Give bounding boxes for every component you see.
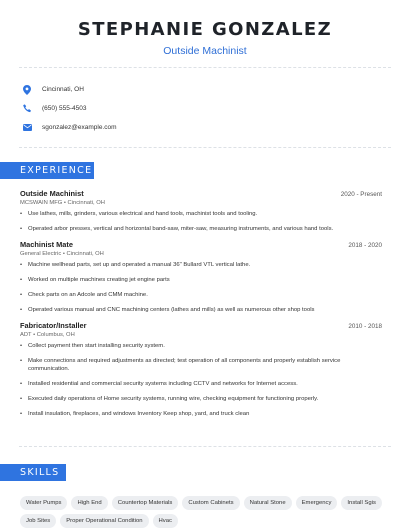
job-entry <box>20 240 382 314</box>
skill-tag: Water Pumps <box>20 496 67 510</box>
job-bullet <box>20 225 382 233</box>
skill-tag: Emergency <box>296 496 338 510</box>
skill-tag: Hvac <box>153 514 178 528</box>
job-company-location: MCSWAIN MFG • Cincinnati, OH <box>20 200 105 206</box>
email-text[interactable]: sgonzalez@example.com <box>42 124 117 131</box>
experience-heading-text: EXPERIENCE <box>20 165 93 176</box>
bullet-dot-icon: • <box>20 262 23 268</box>
job-title: Fabricator/Installer <box>20 321 87 330</box>
bullet-text: Use lathes, mills, grinders, various electrical and hand tools, machinist tools and tooling. <box>28 211 258 217</box>
job-title: Machinist Mate <box>20 240 73 249</box>
bullet-dot-icon: • <box>20 292 23 298</box>
job-company-location: ADT • Columbus, OH <box>20 332 75 338</box>
job-bullet <box>20 276 382 284</box>
skill-tag: Natural Stone <box>244 496 292 510</box>
job-bullet <box>20 395 382 403</box>
bullet-text: Machine wellhead parts, set up and operated a manual 36" Bullard VTL vertical lathe. <box>28 262 251 268</box>
bullet-text: Worked on multiple machines creating jet engine parts <box>28 277 170 283</box>
job-bullet <box>20 291 382 299</box>
bullet-text: Make connections and required adjustments as directed; test operation of all components and properly establish service communication. <box>28 358 341 372</box>
job-title: Outside Machinist <box>20 189 84 198</box>
candidate-title: Outside Machinist <box>163 45 247 57</box>
bullet-dot-icon: • <box>20 343 23 349</box>
bullet-text: Check parts on an Adcole and CMM machine. <box>28 292 148 298</box>
bullet-dot-icon: • <box>20 411 23 417</box>
location-text: Cincinnati, OH <box>42 86 84 93</box>
job-header <box>20 321 382 330</box>
contact-divider <box>19 147 391 148</box>
job-bullet <box>20 357 382 373</box>
bullet-dot-icon: • <box>20 277 23 283</box>
contact-location <box>22 80 117 99</box>
bullet-dot-icon: • <box>20 396 23 402</box>
bullet-dot-icon: • <box>20 226 23 232</box>
bullet-text: Installed residential and commercial security systems including CCTV and networks for Internet access. <box>28 381 298 387</box>
skill-tag: Proper Operational Condition <box>60 514 148 528</box>
location-pin-icon <box>22 85 32 95</box>
bullet-text: Operated arbor presses, vertical and horizontal band-saw, miter-saw, measuring instruments, and various hand tools. <box>28 226 334 232</box>
job-entry <box>20 189 382 233</box>
skill-tag: Job Sites <box>20 514 56 528</box>
bullet-dot-icon: • <box>20 381 23 387</box>
skill-tag: High End <box>71 496 107 510</box>
job-dates: 2010 - 2018 <box>348 323 382 330</box>
experience-list <box>20 189 382 425</box>
experience-section-heading <box>0 162 94 179</box>
bullet-dot-icon: • <box>20 307 23 313</box>
skill-tag: Install Sgis <box>341 496 381 510</box>
skills-heading-text: SKILLS <box>20 467 60 478</box>
job-bullet <box>20 261 382 269</box>
bullet-text: Executed daily operations of Home security systems, running wire, checking equipment for functioning properly. <box>28 396 319 402</box>
job-header <box>20 240 382 249</box>
job-bullets <box>20 261 382 314</box>
phone-text: (650) 555-4503 <box>42 105 87 112</box>
bullet-text: Collect payment then start installing security system. <box>28 343 165 349</box>
job-dates: 2020 - Present <box>340 191 382 198</box>
job-bullet <box>20 306 382 314</box>
job-entry <box>20 321 382 418</box>
job-header <box>20 189 382 198</box>
job-company-location: General Electric • Cincinnati, OH <box>20 251 104 257</box>
phone-icon <box>22 104 32 114</box>
skill-tag: Custom Cabinets <box>182 496 239 510</box>
job-dates: 2018 - 2020 <box>348 242 382 249</box>
skill-tag: Countertop Materials <box>112 496 179 510</box>
job-bullet <box>20 342 382 350</box>
experience-divider <box>19 446 391 447</box>
bullet-dot-icon: • <box>20 358 23 364</box>
contact-list <box>22 80 117 137</box>
job-bullets <box>20 342 382 418</box>
job-bullet <box>20 380 382 388</box>
bullet-text: Install insulation, fireplaces, and windows Inventory Keep shop, yard, and truck clean <box>28 411 250 417</box>
contact-email[interactable] <box>22 118 117 137</box>
header-divider <box>19 67 391 68</box>
resume-header <box>0 0 410 57</box>
email-icon <box>22 123 32 133</box>
job-bullet <box>20 410 382 418</box>
job-bullets <box>20 210 382 233</box>
candidate-name: STEPHANIE GONZALEZ <box>77 19 333 40</box>
skills-section-heading <box>0 464 66 481</box>
skills-list <box>20 496 390 528</box>
contact-phone <box>22 99 117 118</box>
job-bullet <box>20 210 382 218</box>
bullet-dot-icon: • <box>20 211 23 217</box>
bullet-text: Operated various manual and CNC machining centers (lathes and mills) as well as numerous other shop tools <box>28 307 315 313</box>
